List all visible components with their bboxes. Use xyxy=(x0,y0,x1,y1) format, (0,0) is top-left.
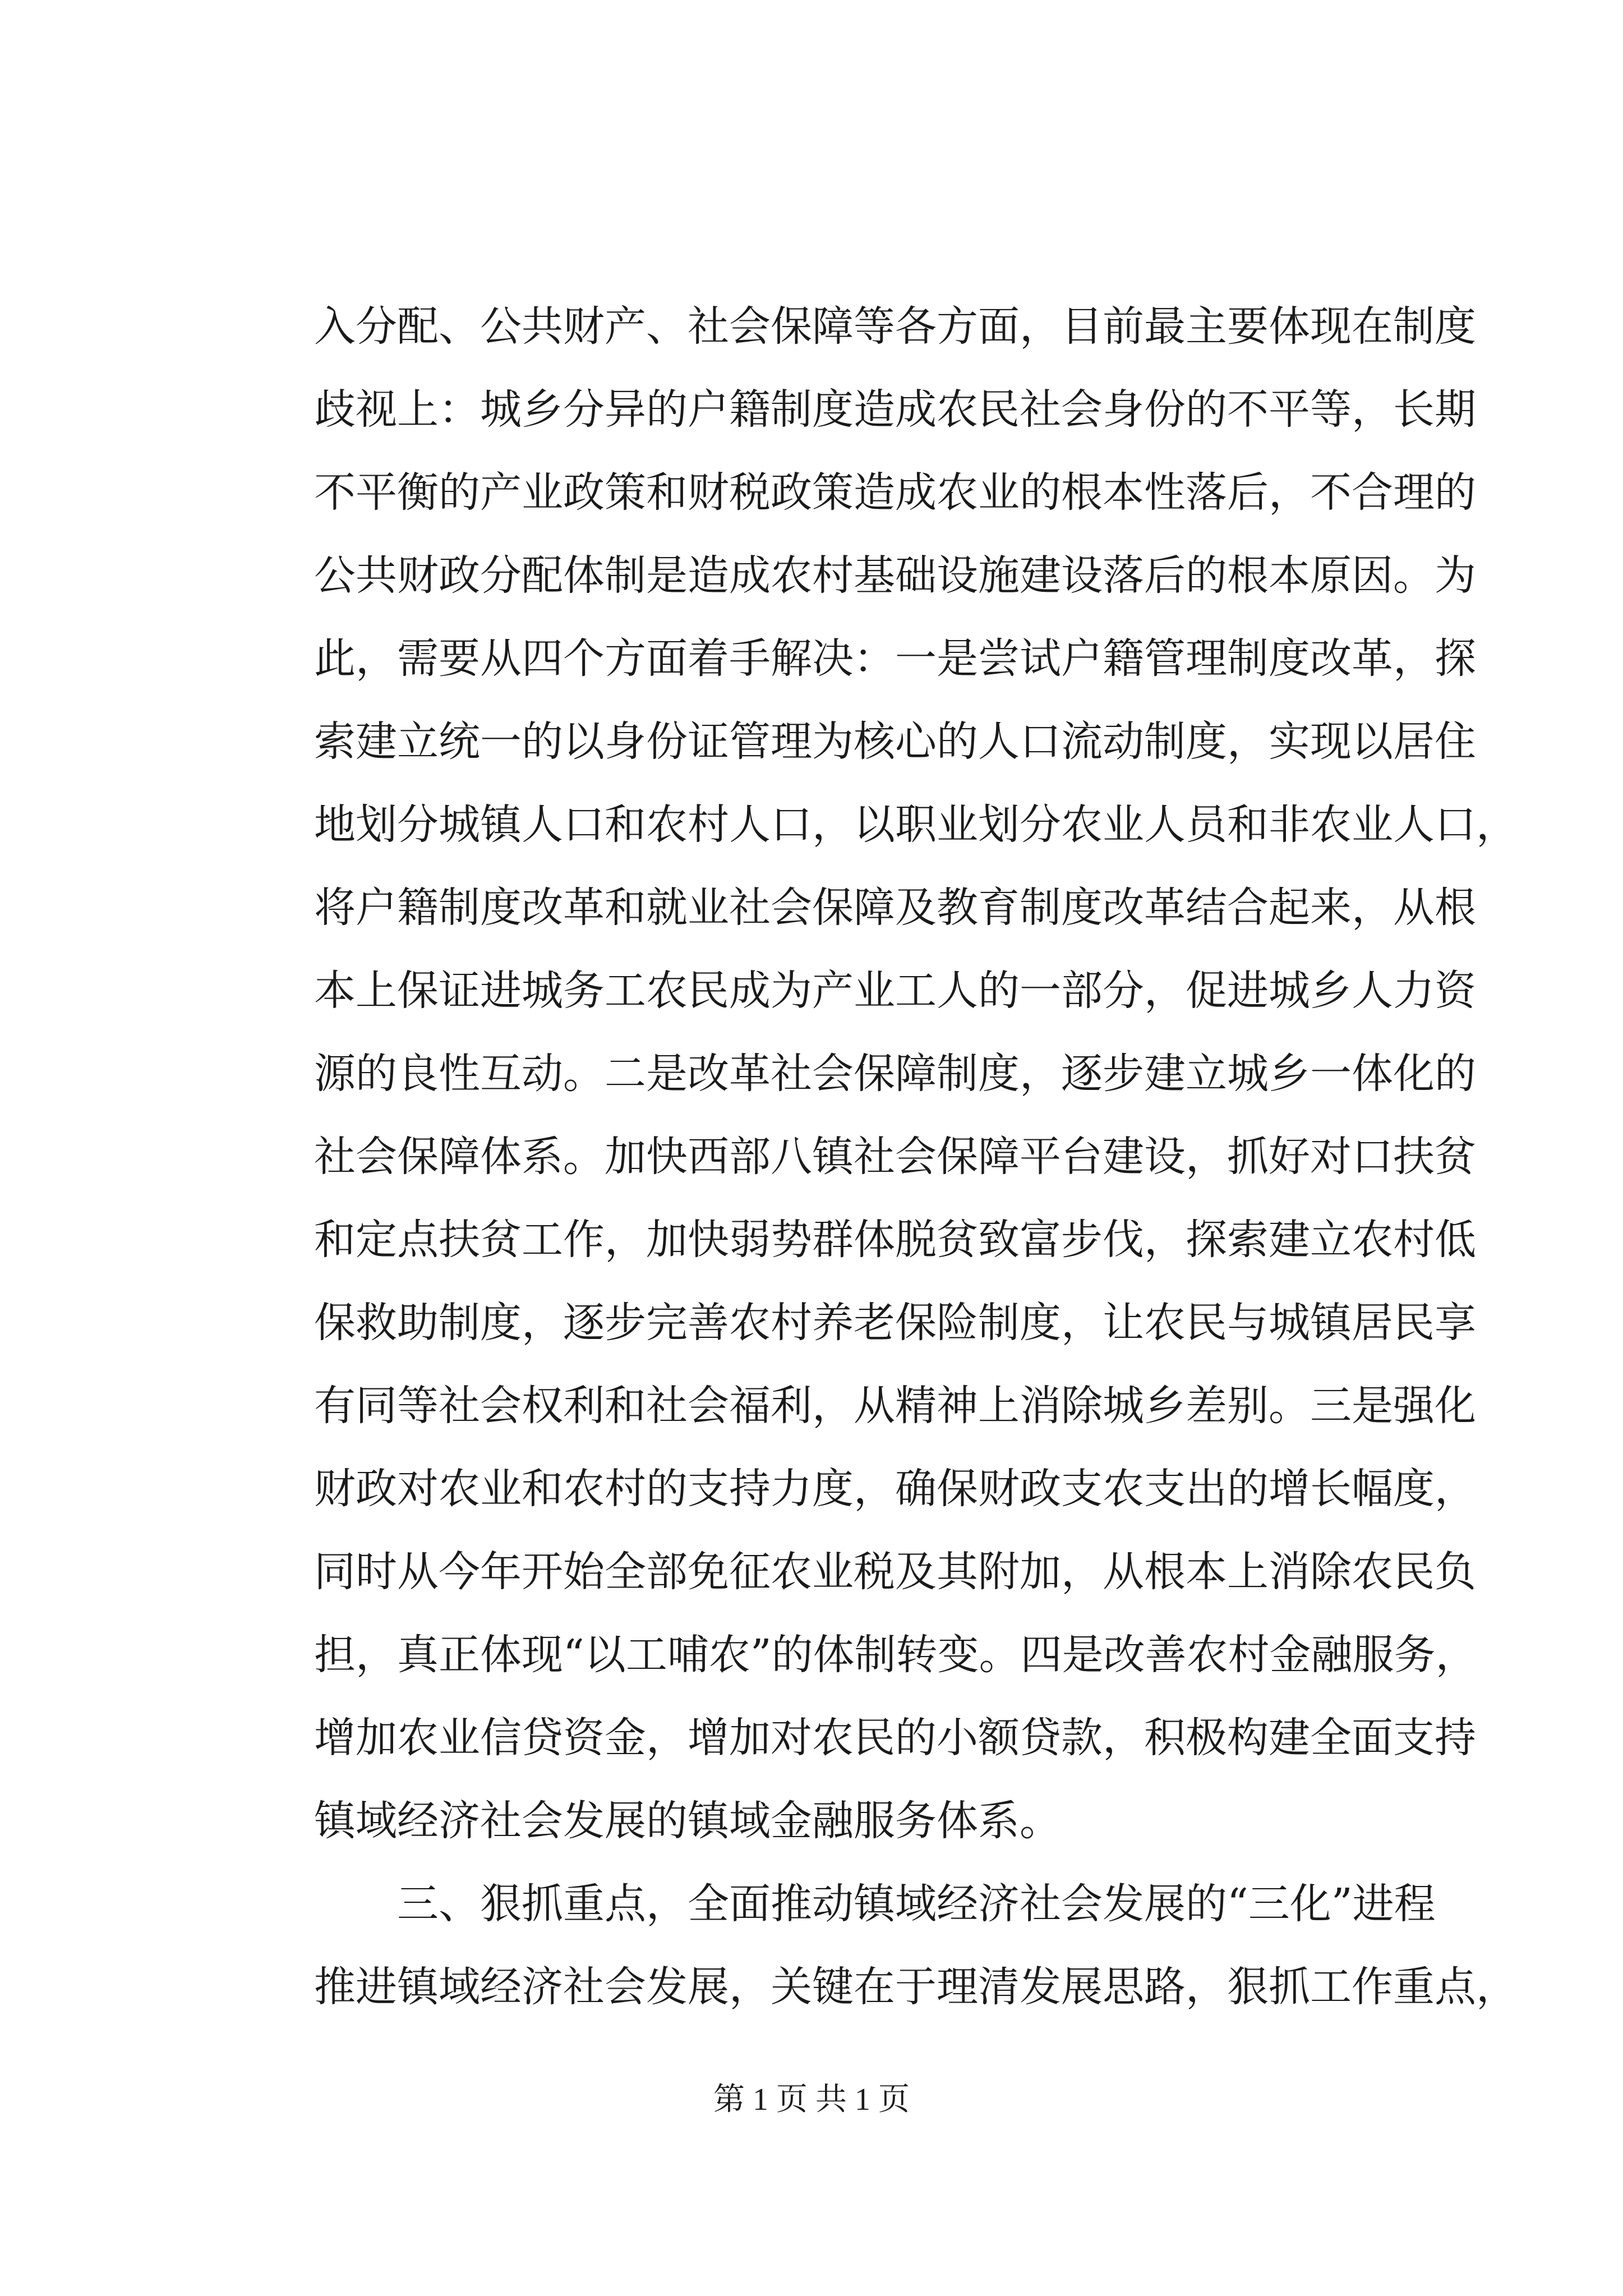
text-line: 歧视上：城乡分异的户籍制度造成农民社会身份的不平等，长期 xyxy=(314,385,1476,434)
text-line: 财政对农业和农村的支持力度，确保财政支农支出的增长幅度， xyxy=(314,1465,1476,1513)
text-line: 同时从今年开始全部免征农业税及其附加，从根本上消除农民负 xyxy=(314,1548,1476,1596)
section-heading: 三、狠抓重点，全面推动镇域经济社会发展的“三化”进程 xyxy=(397,1880,1436,1928)
body-text xyxy=(314,285,1518,2028)
text-line: 地划分城镇人口和农村人口，以职业划分农业人员和非农业人口， xyxy=(314,800,1518,849)
text-line: 和定点扶贫工作，加快弱势群体脱贫致富步伐，探索建立农村低 xyxy=(314,1216,1476,1264)
text-line: 索建立统一的以身份证管理为核心的人口流动制度，实现以居住 xyxy=(314,717,1476,766)
text-line: 公共财政分配体制是造成农村基础设施建设落后的根本原因。为 xyxy=(314,551,1476,600)
text-line: 担，真正体现“以工哺农”的体制转变。四是改善农村金融服务， xyxy=(314,1631,1477,1679)
text-line: 此，需要从四个方面着手解决：一是尝试户籍管理制度改革，探 xyxy=(314,634,1476,683)
paragraph-last-line: 镇域经济社会发展的镇域金融服务体系。 xyxy=(314,1797,1061,1845)
text-line: 增加农业信贷资金，增加对农民的小额贷款，积极构建全面支持 xyxy=(314,1714,1476,1762)
text-line: 推进镇域经济社会发展，关键在于理清发展思路，狠抓工作重点， xyxy=(314,1963,1518,2011)
text-line: 不平衡的产业政策和财税政策造成农业的根本性落后，不合理的 xyxy=(314,468,1476,517)
text-line: 本上保证进城务工农民成为产业工人的一部分，促进城乡人力资 xyxy=(314,967,1476,1015)
text-line: 社会保障体系。加快西部八镇社会保障平台建设，抓好对口扶贫 xyxy=(314,1133,1476,1181)
page-footer: 第 1 页 共 1 页 xyxy=(713,2082,910,2117)
text-line: 入分配、公共财产、社会保障等各方面，目前最主要体现在制度 xyxy=(314,302,1476,351)
text-line: 有同等社会权利和社会福利，从精神上消除城乡差别。三是强化 xyxy=(314,1382,1476,1430)
text-line: 源的良性互动。二是改革社会保障制度，逐步建立城乡一体化的 xyxy=(314,1050,1476,1098)
text-line: 将户籍制度改革和就业社会保障及教育制度改革结合起来，从根 xyxy=(314,884,1476,932)
text-line: 保救助制度，逐步完善农村养老保险制度，让农民与城镇居民享 xyxy=(314,1299,1476,1347)
